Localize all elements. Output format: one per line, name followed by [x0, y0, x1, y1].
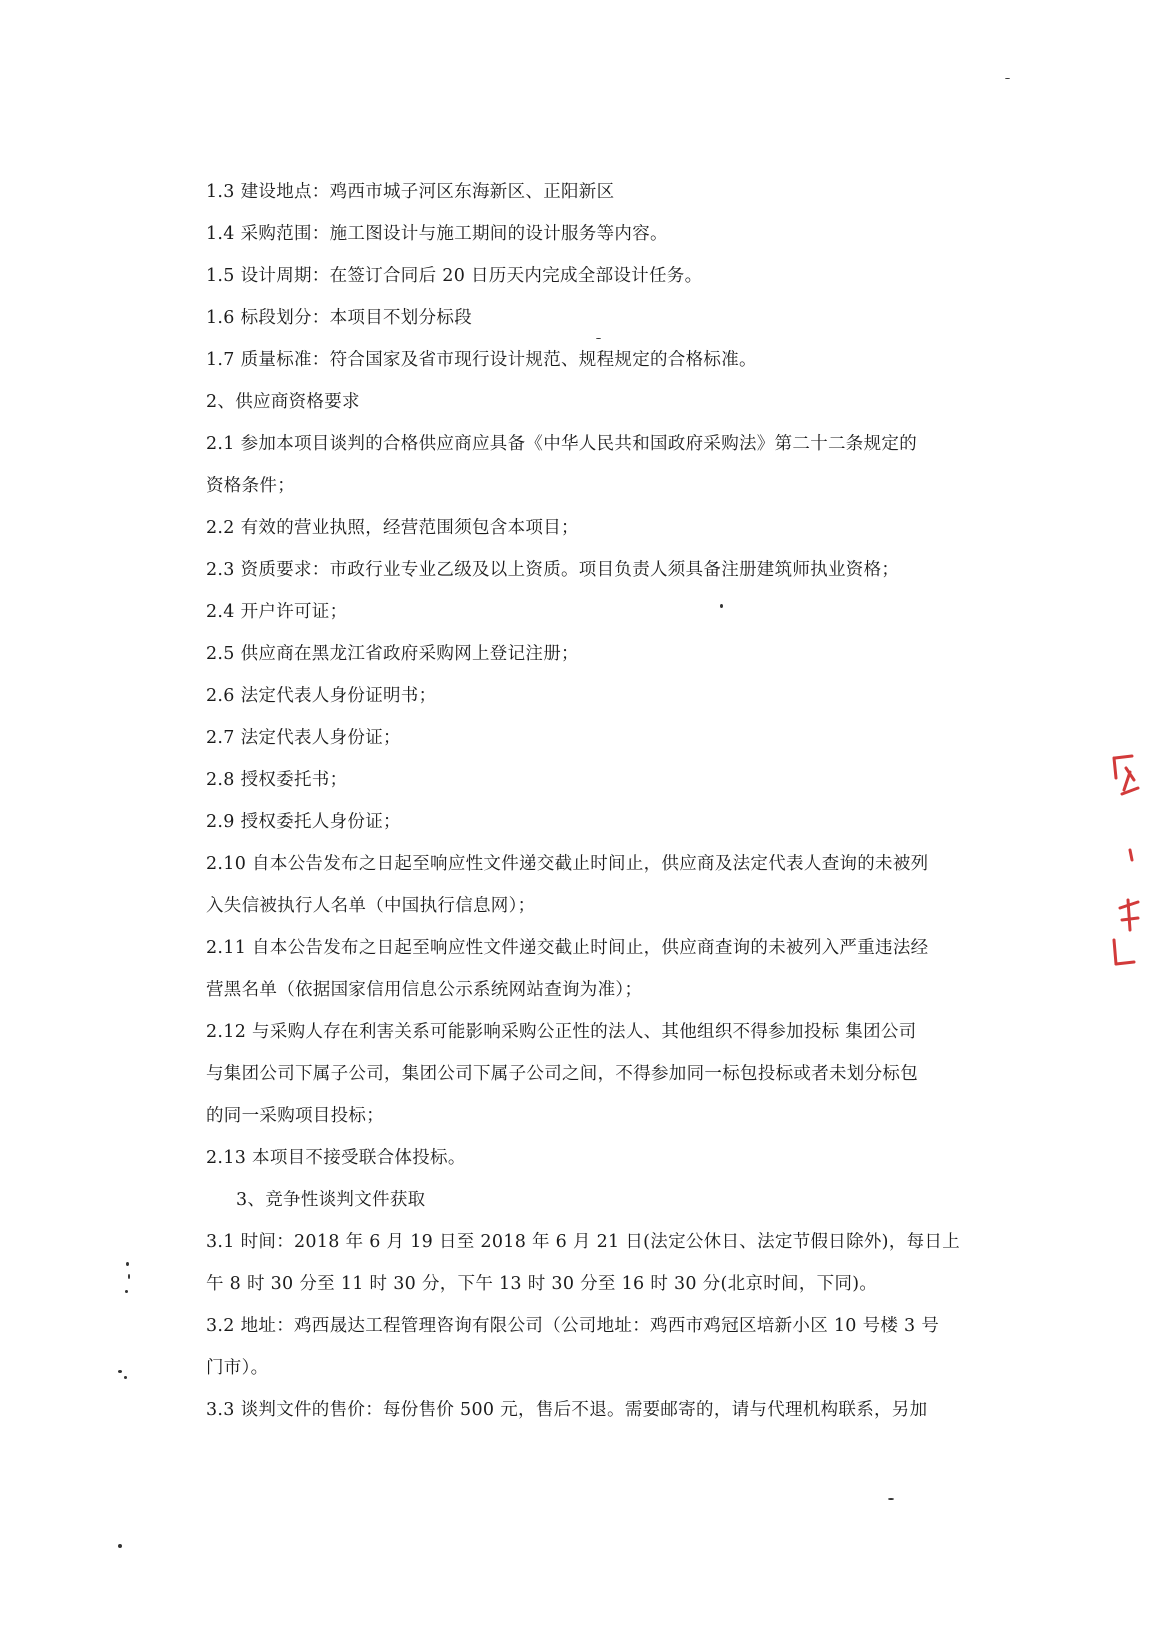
clause-2-10-cont: 入失信被执行人名单（中国执行信息网）；	[206, 896, 536, 916]
scan-speck	[124, 1376, 127, 1379]
clause-3-1: 3.1 时间：2018 年 6 月 19 日至 2018 年 6 月 21 日(法定公休日、法定节假日除外)，每日上	[206, 1232, 961, 1252]
clause-2-6: 2.6 法定代表人身份证明书；	[206, 686, 437, 706]
clause-3-1-cont: 午 8 时 30 分至 11 时 30 分，下午 13 时 30 分至 16 时 30 分(北京时间，下同)。	[206, 1274, 878, 1294]
clause-2-13: 2.13 本项目不接受联合体投标。	[206, 1148, 466, 1168]
clause-2-10: 2.10 自本公告发布之日起至响应性文件递交截止时间止，供应商及法定代表人查询的未被列	[206, 854, 929, 874]
clause-2-12-cont-1: 与集团公司下属子公司，集团公司下属子公司之间，不得参加同一标包投标或者未划分标包	[206, 1064, 918, 1084]
clause-2-1: 2.1 参加本项目谈判的合格供应商应具备《中华人民共和国政府采购法》第二十二条规定的	[206, 434, 917, 454]
scan-speck	[118, 1544, 122, 1548]
clause-2-3: 2.3 资质要求：市政行业专业乙级及以上资质。项目负责人须具备注册建筑师执业资格；	[206, 560, 900, 580]
clause-2-11-cont: 营黑名单（依据国家信用信息公示系统网站查询为准）；	[206, 980, 643, 1000]
clause-2-11: 2.11 自本公告发布之日起至响应性文件递交截止时间止，供应商查询的未被列入严重违法经	[206, 938, 929, 958]
scan-speck	[126, 1262, 129, 1266]
clause-2-2: 2.2 有效的营业执照，经营范围须包含本项目；	[206, 518, 579, 538]
scan-speck	[1005, 78, 1010, 79]
clause-1-4: 1.4 采购范围：施工图设计与施工期间的设计服务等内容。	[206, 224, 668, 244]
scan-speck	[118, 1370, 122, 1373]
clause-2-8: 2.8 授权委托书；	[206, 770, 348, 790]
clause-2-12: 2.12 与采购人存在利害关系可能影响采购公正性的法人、其他组织不得参加投标 集团公司	[206, 1022, 917, 1042]
scan-speck	[125, 1290, 128, 1293]
clause-3-2: 3.2 地址：鸡西晟达工程管理咨询有限公司（公司地址：鸡西市鸡冠区培新小区 10 号楼 3 号	[206, 1316, 940, 1336]
scan-speck	[596, 338, 601, 339]
clause-2-1-cont: 资格条件；	[206, 476, 295, 496]
clause-1-6: 1.6 标段划分：本项目不划分标段	[206, 308, 472, 328]
clause-1-3: 1.3 建设地点：鸡西市城子河区东海新区、正阳新区	[206, 182, 615, 202]
clause-2-4: 2.4 开户许可证；	[206, 602, 348, 622]
scan-speck	[888, 1498, 894, 1500]
clause-2-12-cont-2: 的同一采购项目投标；	[206, 1106, 384, 1126]
section-2-heading: 2、供应商资格要求	[206, 392, 360, 412]
clause-2-5: 2.5 供应商在黑龙江省政府采购网上登记注册；	[206, 644, 579, 664]
clause-3-2-cont: 门市）。	[206, 1358, 269, 1378]
clause-3-3: 3.3 谈判文件的售价：每份售价 500 元，售后不退。需要邮寄的，请与代理机构联系，另加	[206, 1400, 928, 1420]
red-margin-stamp	[1108, 750, 1148, 980]
clause-2-9: 2.9 授权委托人身份证；	[206, 812, 401, 832]
clause-1-7: 1.7 质量标准：符合国家及省市现行设计规范、规程规定的合格标准。	[206, 350, 757, 370]
scan-speck	[128, 1274, 130, 1279]
clause-1-5: 1.5 设计周期：在签订合同后 20 日历天内完成全部设计任务。	[206, 266, 703, 286]
clause-2-7: 2.7 法定代表人身份证；	[206, 728, 401, 748]
section-3-heading: 3、竞争性谈判文件获取	[236, 1190, 426, 1210]
scan-speck	[720, 604, 723, 608]
